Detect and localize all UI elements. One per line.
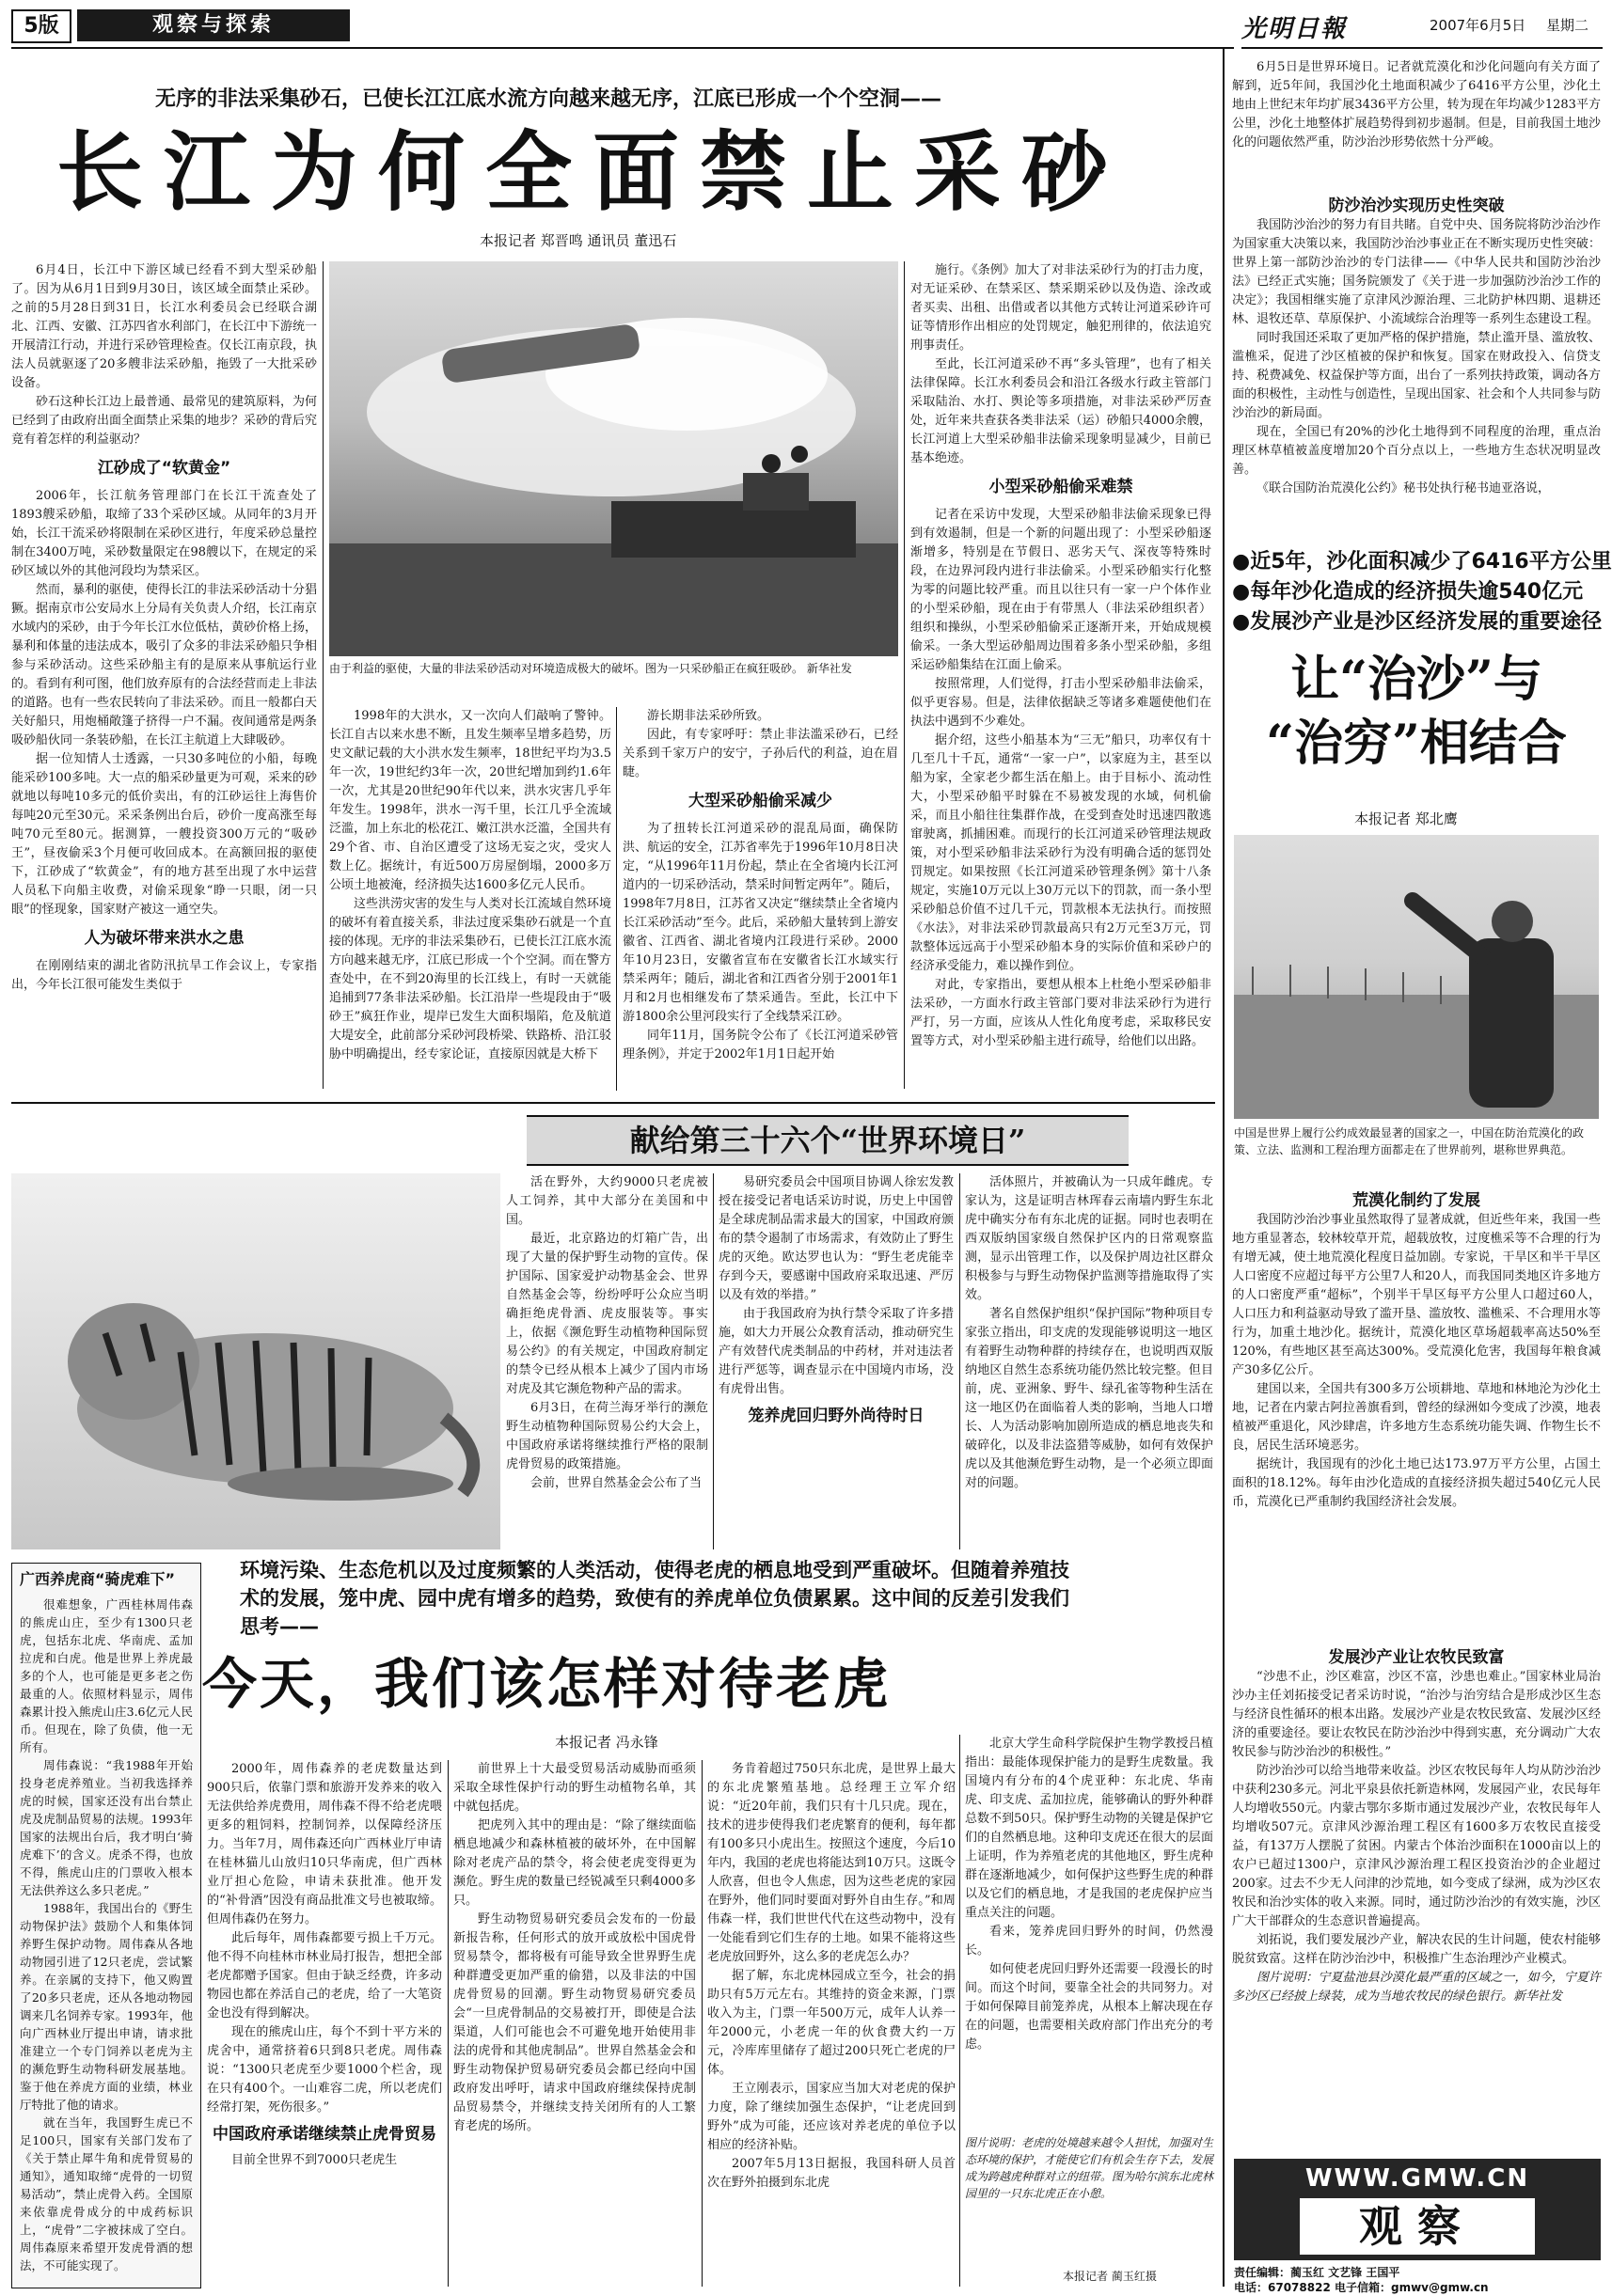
paragraph: 此后每年，周伟森都要亏损上千万元。他不得不向桂林市林业局打报告，想把全部老虎都赠予国家。但由于缺乏经费，许多动物园也都在养活自己的老虎，给了一大笔资金也没有得到解决。: [207, 1931, 442, 2021]
website-link[interactable]: WWW.GMW.CN: [1304, 2164, 1530, 2193]
article1-subheading-4: 小型采砂船偷采难禁: [988, 478, 1133, 496]
paragraph: 就在当年，我国野生虎已不足100只，国家有关部门发布了《关于禁止犀牛角和虎骨贸易的通知》，通知取缔“虎骨的一切贸易活动”，禁止虎骨入药。全国原来依靠虎骨成分的中成药标识上，“虎骨”二字被抹成了空白。周伟森原来希望开发虎骨酒的想法，不可能实现了。: [20, 2115, 193, 2272]
paragraph: 为了扭转长江河道采砂的混乱局面，确保防洪、航运的安全，江苏省率先于1996年10月8日决定，“从1996年11月份起，禁止在全省境内长江河道内的一切采砂活动，禁采时间暂定两年”。随后，1998年7月8日，江苏省又决定“继续禁止全省境内长江采砂活动”至今。此后，采砂船大量转到上游安徽省、江西省、湖北省境内江段进行采砂。2000年10月23日，安徽省宣布在安徽省长江水域实行禁采两年；随后，湖北省和江西省分别于2001年1月和2月也相继发布了禁采通告。至此，长江中下游1800余公里河段实行了全线禁采江砂。: [623, 822, 898, 1024]
paragraph: 因此，有专家呼吁：禁止非法滥采砂石，已经关系到千家万户的安宁，子孙后代的利益，迫在眉睫。: [623, 728, 898, 779]
paragraph: 砂石这种长江边上最普通、最常见的建筑原料，为何已经到了由政府出面全面禁止采集的地步？采砂的背后究竟有着怎样的利益驱动？: [11, 395, 318, 447]
page-number: 5版: [11, 9, 71, 43]
paragraph: 图片说明：宁夏盐池县沙漠化最严重的区域之一，如今，宁夏许多沙区已经披上绿装，成为当地农牧民的绿色银行。新华社发: [1232, 1971, 1601, 2004]
paragraph: 防沙治沙可以给当地带来收益。沙区农牧民每年人均从防沙治沙中获利230多元。河北平泉县依托新造林网，发展园产业，农民每年人均增收550元。内蒙古鄂尔多斯市通过发展沙产业，农牧民每年人均增收507元。京津风沙源治理工程区有1600多万农牧民直接受益，有137万人摆脱了贫困。内蒙古个体治沙面积在1000亩以上的农户已超过1300户，京津风沙源治理工程区投资治沙的企业超过200家。过去不少无人问津的沙荒地，如今变成了绿洲，成为沙区农牧民和治沙实体的收入来源。同时，通过防沙治沙的有效实施，沙区广大干部群众的生态意识普遍提高。: [1232, 1764, 1601, 1928]
header-rule-left: [11, 47, 1234, 49]
article1-column-2: [329, 707, 611, 1091]
paragraph: 记者在采访中发现，大型采砂船非法偷采现象已得到有效遏制，但是一个新的问题出现了：小型采砂船逐渐增多，特别是在节假日、恶劣天气、深夜等特殊时段，在边界河段内进行非法偷采。小型采砂船实行化整为零的问题比较严重。而且以往只有一家一户个体作业的小型采砂船，现在由于有带黑人（非法采砂组织者）组织和操纵，小型采砂船偷采正逐渐开来，开始成规模偷采。一条大型运砂船周边围着多条小型采砂船，多组采运砂船集结在江面上偷采。: [910, 508, 1211, 672]
paragraph: 建国以来，全国共有300多万公顷耕地、草地和林地沦为沙化土地，记者在内蒙古阿拉善旗看到，曾经的绿洲如今变成了沙漠，地表植被严重退化，风沙肆虐，许多地方生态系统功能失调、作物生长不良，居民生活环境恶劣。: [1232, 1382, 1601, 1453]
paragraph: 1998年的大洪水，又一次向人们敲响了警钟。长江自古以来水患不断，且发生频率呈增多趋势，历史文献记载的大小洪水发生频率，18世纪平均为3.5年一次，19世纪约3年一次，20世纪增加到约1.6年一次，尤其是20世纪90年代以来，洪水灾害几乎年年发生。1998年，洪水一泻千里，长江几乎全流域泛滥，加上东北的松花江、嫩江洪水泛滥，全国共有29个省、市、自治区遭受了这场无妄之灾，受灾人数上亿。据统计，有近500万房屋倒塌，2000多万公顷土地被淹，经济损失达1600多亿元人民币。: [329, 709, 611, 892]
paragraph: 至此，长江河道采砂不再“多头管理”，也有了相关法律保障。长江水利委员会和沿江各级水行政主管部门采取陆治、水打、舆论等多项措施，对非法采砂严厉查处，近年来共查获各类非法采（运）砂船只4000余艘，长江河道上大型采砂船非法偷采现象明显减少，目前已基本绝迹。: [910, 357, 1211, 465]
corner-section-title: [1300, 2198, 1535, 2255]
paragraph: 最近，北京路边的灯箱广告，出现了大量的保护野生动物的宣传。保护国际、国家爱护动物基金会、世界自然基金会等，纷纷呼吁公众应当明确拒绝虎骨酒、虎皮服装等。事实上，依据《濒危野生动植物种国际贸易公约》的有关规定，中国政府制定的禁令已经从根本上减少了国内市场对虎及其它濒危物种产品的需求。: [506, 1232, 708, 1396]
right-section-2: [1232, 1211, 1601, 1634]
paragraph: 看来，笼养虎回归野外的时间，仍然漫长。: [965, 1925, 1213, 1958]
article2-column-2: [207, 1760, 442, 2287]
tiger-illustration: [11, 1173, 500, 1549]
sidebar-title: 广西养虎商“骑虎难下”: [20, 1570, 176, 1588]
article2-column-3-bottom: [453, 1760, 696, 2287]
paragraph: 6月4日，长江中下游区域已经看不到大型采砂船了。因为从6月1日到9月30日，该区域全面禁止采砂。之前的5月28日到31日，长江水利委员会已经联合湖北、江西、安徽、江苏四省水利部门，在长江中下游统一开展清江行动，并进行采砂管理检查。仅长江南京段，执法人员就驱逐了20多艘非法采砂船，拖毁了一大批采砂设备。: [11, 263, 318, 390]
bullet-item: ●每年沙化造成的经济损失逾540亿元: [1232, 580, 1584, 604]
paragraph: 据统计，我国现有的沙化土地已达173.97万平方公里，占国土面积的18.12%。每年由沙化造成的直接经济损失超过540亿元人民币，荒漠化已严重制约我国经济社会发展。: [1232, 1457, 1601, 1509]
column-divider: [904, 261, 905, 1089]
article2-photo-credit: 本报记者 蔺玉红摄: [1063, 2270, 1157, 2283]
banner-rule: [11, 1102, 1215, 1104]
right-section-3: [1232, 1668, 1601, 2155]
page-contacts: 电话：67078822 电子信箱：gmwv@gmw.cn: [1234, 2281, 1489, 2294]
paragraph: 2000年，周伟森养的老虎数量达到900只后，依靠门票和旅游开发养来的收入无法供给养虎费用，周伟森不得不给老虎喂更多的粗饲料，控制饲养，以保障经济压力。当年7月，周伟森还向广西林业厅申请在桂林猫儿山放归10只华南虎，但广西林业厅担心危险，申请未获批准。他开发的“补骨酒”因没有商品批准文号也被取缔。但周伟森仍在努力。: [207, 1762, 442, 1926]
paragraph: 这些洪涝灾害的发生与人类对长江流域自然环境的破坏有着直接关系，非法过度采集砂石就是一个直接的体现。无序的非法采集砂石，已使长江江底水流方向越来越无序，江底已形成一个个空洞。而在警方查处中，在不到20海里的长江线上，有时一天就能追捕到77条非法采砂船。长江沿岸一些堤段由于“吸砂王”疯狂作业，堤岸已发生大面积塌陷，危及航道大堤安全，此前部分采砂河段桥梁、铁路桥、沿江驳胁中明确提出，经专家论证，直接原因就是大桥下: [329, 897, 611, 1062]
article2-column-4-top: [719, 1173, 954, 1549]
article2-photo-caption: [965, 2134, 1213, 2266]
column-divider: [713, 1173, 714, 1549]
paragraph: 1988年，我国出台的《野生动物保护法》鼓励个人和集体饲养野生保护动物。周伟森从各地动物园引进了12只老虎，尝试繁养。在亲属的支持下，他又购置了20多只老虎，还从各地动物园调来几名饲养专家。1993年，他向广西林业厅提出申请，请求批准建立一个专门饲养以老虎为主的濒危野生动物科研发展基地。鉴于他在养虎方面的业绩，林业厅特批了他的请求。: [20, 1901, 193, 2112]
paragraph: 在刚刚结束的湖北省防汛抗旱工作会议上，专家指出，今年长江很可能发生类似于: [11, 959, 317, 992]
article1-subheading-3: 大型采砂船偷采减少: [688, 792, 832, 810]
section-label: [77, 9, 350, 41]
column-divider: [448, 1760, 449, 2287]
paragraph: 很难想象，广西桂林周伟森的熊虎山庄，至少有1300只老虎，包括东北虎、华南虎、孟加拉虎和白虎。他是世界上养虎最多的个人，也可能是更多老之伤最重的人。依照材料显示，周伟森累计投入熊虎山庄3.6亿元人民币。但现在，除了负债，他一无所有。: [20, 1597, 193, 1754]
paragraph: 由于我国政府为执行禁令采取了许多措施，如大力开展公众教育活动，推动研究生产有效替代虎类制品的中药材，并对违法者进行严惩等，调查显示在中国境内市场，没有虎骨出售。: [719, 1307, 954, 1396]
paragraph: 2007年5月13日据报，我国科研人员首次在野外拍摄到东北虎: [707, 2157, 956, 2190]
paragraph: 如何使老虎回归野外还需要一段漫长的时间。而这个时间，要靠全社会的共同努力。对于如何保障目前笼养虎，从根本上解决现在存在的问题，也需要相关政府部门作出充分的考虑。: [965, 1962, 1213, 2052]
paragraph: 6月5日是世界环境日。记者就荒漠化和沙化问题向有关方面了解到，近5年间，我国沙化土地面积减少了6416平方公里，沙化土地由上世纪末年均扩展3436平方公里，转为现在年均减少1283平方公里，沙化土地整体扩展趋势得到初步遏制。但是，目前我国土地沙化的问题依然严重，防沙治沙形势依然十分严峻。: [1232, 60, 1601, 149]
column-divider: [323, 261, 324, 1089]
paragraph: 前世界上十大最受贸易活动威胁而亟须采取全球性保护行动的野生动植物名单，其中就包括虎。: [453, 1762, 696, 1814]
paragraph: 易研究委员会中国项目协调人徐宏发教授在接受记者电话采访时说，历史上中国曾是全球虎制品需求最大的国家，中国政府颁布的禁令遏制了市场需求，有效防止了野生虎的灭绝。欧达罗也认为：“野生老虎能幸存到今天，要感谢中国政府采取迅速、严厉以及有效的举措。”: [719, 1175, 954, 1302]
paragraph: 我国防沙治沙的努力有目共睹。自党中央、国务院将防沙治沙作为国家重大决策以来，我国防沙治沙事业正在不断实现历史性突破：世界上第一部防沙治沙的专门法律——《中华人民共和国防沙治沙法》已经正式实施；国务院颁发了《关于进一步加强防沙治沙工作的决定》；我国相继实施了京津风沙源治理、三北防护林四期、退耕还林、退牧还草、草原保护、小流域综合治理等一系列生态建设工程。: [1232, 218, 1601, 326]
bullet-item: ●发展沙产业是沙区经济发展的重要途径: [1232, 610, 1603, 634]
paragraph: 务肯着超过750只东北虎，是世界上最大的东北虎繁殖基地。总经理王立军介绍说：“近20年前，我们只有十几只虎。现在，技术的进步使得我们老虎繁育的便利，每年都有100多只小虎出生。按照这个速度，今后10年内，我国的老虎也将能达到10万只。这既令人欣喜，但也令人焦虑，因为这些老虎的家园在野外，他们同时要面对野外自由生存。”和周伟森一样，我们世世代代在这些动物中，没有一处能看到它们生存的土地。如果不能将这些老虎放回野外，这么多的老虎怎么办？: [707, 1762, 956, 1964]
right-byline: 本报记者 郑北鹰: [1354, 810, 1458, 827]
paragraph: 活体照片，并被确认为一只成年雌虎。专家认为，这是证明吉林珲春云南墙内野生东北虎中确实分布有东北虎的证据。同时也表明在西双版纳国家级自然保护区内的日常观察监测，显示出管理工作，以及保护周边社区群众积极参与与野生动物保护监测等措施取得了实效。: [965, 1175, 1213, 1302]
article2-column-5-bottom: [965, 1735, 1213, 2130]
article2-subheading-government: 中国政府承诺继续禁止虎骨贸易: [213, 2125, 436, 2144]
corner-block: [1234, 2159, 1601, 2260]
paragraph: 现在，全国已有20%的沙化土地得到不同程度的治理，重点治理区林草植被盖度增加20个百分点以上，一些地方生态状况明显改善。: [1232, 425, 1601, 477]
article2-column-3-top: [506, 1173, 708, 1549]
section-label-text: 观察与探索: [151, 13, 275, 37]
paragraph: 然而，暴利的驱使，使得长江的非法采砂活动十分猖獗。据南京市公安局水上分局有关负责人介绍，长江南京水域内的采砂，由于今年长江水位低枯，黄砂价格上扬，暴利和体量的违法成本，吸引了众多的非法采砂船只争相参与采砂活动。这些采砂船主有的是原来从事航运行业的。看到有利可图，他们放弃原有的合法经营而走上非法的道路。也有一些农民转向了非法采砂。而且一般都白天关好船只，用炮桶敞篷子挤得一户不漏。夜间通常是两条吸砂船伙同一条装砂船，在长江主航道上大肆吸砂。: [11, 583, 318, 747]
article2-column-4-bottom: [707, 1760, 956, 2287]
paragraph: 野生动物贸易研究委员会发布的一份最新报告称，任何形式的放开或放松中国虎骨贸易禁令，都将极有可能导致全世界野生虎种群遭受更加严重的偷猎，以及非法的中国虎骨贸易的回潮。野生动物贸易研究委员会“一旦虎骨制品的交易被打开，即使是合法渠道，人们可能也会不可避免地开始使用非法的虎骨和其他虎制品”。世界自然基金会和野生动物保护贸易研究委员会都已经向中国政府发出呼吁，请求中国政府继续保持虎制品贸易禁令，并继续支持关闭所有的人工繁育老虎的场所。: [453, 1912, 696, 2133]
paragraph: 据介绍，这些小船基本为“三无”船只，功率仅有十几至几十千瓦，通常“一家一户”，以家庭为主，甚至以船为家，全家老少都生活在船上。由于目标小、流动性大，小型采砂船平时躲在不易被发现的水域，伺机偷采，而且小船往往集群作战，在受到查处时迅速四散逃窜驶离，抓捕困难。而现行的长江河道采砂管理法规政策，对小型采砂船非法采砂行为没有明确合适的惩罚处罚规定。如果按照《长江河道采砂管理条例》第十八条规定，实施10万元以上30万元以下的罚款，而一条小型采砂船总价值不过几千元，罚款根本无法执行。而按照《水法》，对非法采砂罚款最高只有2万元至3万元，罚款整体远远高于小型采砂船本身的实际价值和采砂户的经济承受能力，难以操作到位。: [910, 733, 1211, 973]
paragraph: 把虎列入其中的理由是：“除了继续面临栖息地减少和森林植被的破坏外，在中国解除对老虎产品的禁令，将会使老虎变得更为濒危。野生虎的数量已经锐减至只剩4000多只。: [453, 1818, 696, 1908]
article1-subheading-1: 江砂成了“软黄金”: [97, 459, 231, 478]
paragraph: 北京大学生命科学院保护生物学教授吕植指出：最能体现保护能力的是野生虎数量。我国境内有分布的4个虎亚种：东北虎、华南虎、印支虎、孟加拉虎，能够确认的野外种群总数不到50只。保护野生动物的关键是保护它们的自然栖息地。这种印支虎还在很大的层面上证明，作为养殖老虎的其他地区，野生虎种群在逐渐地减少，如何保护这些野生虎的种群以及它们的栖息地，才是我国的老虎保护应当重点关注的问题。: [965, 1737, 1213, 1920]
column-divider: [959, 1173, 960, 1549]
column-divider: [702, 1760, 703, 2287]
paragraph: 刘拓说，我们要发展沙产业，解决农民的生计问题，使农村能够脱贫致富。这样在防沙治沙中，积极推广生态治理沙产业模式。: [1232, 1933, 1601, 1966]
paragraph: 目前全世界不到7000只老虎生: [231, 2153, 398, 2167]
right-subheading-3: 发展沙产业让农牧民致富: [1328, 1648, 1505, 1667]
right-photo-caption: 中国是世界上履行公约成效最显著的国家之一，中国在防治荒漠化的政策、立法、监测和工程治理方面都走在了世界前列，堪称世界典范。: [1234, 1126, 1585, 1156]
paragraph: 王立刚表示，国家应当加大对老虎的保护力度，除了继续加强生态保护，“让老虎回到野外”成为可能，还应该对养老虎的单位予以相应的经济补贴。: [707, 2082, 956, 2152]
right-column-separator: [1223, 49, 1225, 2287]
photo-desert-man: [1234, 835, 1599, 1119]
paragraph: “沙患不止，沙区难富，沙区不富，沙患也难止。”国家林业局治沙办主任刘拓接受记者采访时说，“治沙与治穷结合是形成沙区生态与经济良性循环的根本出路。发展沙产业是农牧民致富、发展沙区经济的重要途径。要让农牧民在防沙治沙中得到实惠，充分调动广大农牧民参与防沙治沙的积极性。”: [1232, 1670, 1601, 1759]
paragraph: 施行。《条例》加大了对非法采砂行为的打击力度，对无证采砂、在禁采区、禁采期采砂以及伪造、涂改或者买卖、出租、出借或者以其他方式转让河道采砂许可证等情形作出相应的处罚规定，触犯刑律的，依法追究刑事责任。: [910, 263, 1211, 353]
paragraph: 据了解，东北虎林园成立至今，社会的捐助只有5万元左右。其维持的资金来源，门票收入为主，门票一年500万元，成年人认养一年2000元，小老虎一年的伙食费大约一万元，冷库库里储存了超过200只死亡老虎的尸体。: [707, 1969, 956, 2077]
article1-subheading-2: 人为破坏带来洪水之患: [84, 929, 245, 948]
article2-column-5: [965, 1173, 1213, 1728]
right-section-1: [1232, 216, 1601, 543]
article2-subheading-release: 笼养虎回归野外尚待时日: [748, 1407, 925, 1425]
paragraph: 周伟森说：“我1988年开始投身老虎养殖业。当初我选择养虎的时候，国家还没有出台禁止虎及虎制品贸易的法规。1993年国家的法规出台后，我才明白‘骑虎难下’的含义。虎杀不得，也放不得，熊虎山庄的门票收入根本无法供养这么多只老虎。”: [20, 1758, 193, 1897]
dredging-illustration: [329, 261, 898, 656]
desert-illustration: [1234, 835, 1599, 1119]
right-bullets: [1232, 547, 1612, 637]
paragraph: 游长期非法采砂所致。: [647, 709, 770, 723]
paragraph: 6月3日，在荷兰海牙举行的濒危野生动植物种国际贸易公约大会上，中国政府承诺将继续推行严格的限制虎骨贸易的政策措施。: [506, 1401, 708, 1471]
issue-date: 2007年6月5日: [1430, 17, 1526, 34]
paragraph: 活在野外，大约9000只老虎被人工饲养，其中大部分在美国和中国。: [506, 1175, 708, 1227]
page-editors: 责任编辑：蔺玉红 文艺锋 王国平: [1234, 2266, 1400, 2279]
article1-title: 长江为何全面禁止采砂: [56, 121, 1130, 223]
article1-column-4: [910, 261, 1211, 1089]
paragraph: 现在的熊虎山庄，每个不到十平方米的虎舍中，通常挤着6只到8只老虎。周伟森说：“1300只老虎至少要1000个栏舍，现在只有400个。一山难容二虎，所以老虎们经常打架，死伤很多。”: [207, 2025, 442, 2115]
paragraph: 著名自然保护组织“保护国际”物种项目专家张立指出，印支虎的发现能够说明这一地区有着野生动物种群的持续存在，也说明西双版纳地区自然生态系统功能仍然比较完整。但目前，虎、亚洲象、野牛、绿孔雀等物种生活在这一地区仍在面临着人类的影响，当地人口增长、人为活动影响加剧所造成的栖息地丧失和破碎化，以及非法盗猎等威胁，如何有效保护虎以及其他濒危野生动物，是一个必须立即面对的问题。: [965, 1307, 1213, 1490]
paragraph: 按照常理，人们觉得，打击小型采砂船非法偷采，似乎更容易。但是，法律依据缺乏等诸多难题使他们在执法中遇到不少难处。: [910, 677, 1211, 729]
header-rule-right: [1241, 47, 1603, 49]
article1-kicker: 无序的非法采集砂石，已使长江江底水流方向越来越无序，江底已形成一个个空洞——: [155, 87, 942, 111]
paragraph: 据一位知情人士透露，一只30多吨位的小船，每晚能采砂100多吨。大一点的船采砂量更为可观，采来的砂就地以每吨10多元的低价卖出，有的江砂运往上海售价每吨20元至30元。采采条例出台后，砂价一度高涨至每吨70元至80元。据测算，一艘投资300万元的“吸砂王”，昼夜偷采3个月便可收回成本。在高额回报的驱使下，江砂成了“软黄金”，有的地方甚至出现了水中运营人员私下向船主收费，对偷采现象“睁一只眼，闭一只眼”的怪现象，国家财产被这一通空失。: [11, 752, 317, 917]
photo-sand-dredging: [329, 261, 898, 656]
right-intro: [1232, 58, 1601, 190]
column-divider: [616, 707, 617, 1091]
right-subheading-1: 防沙治沙实现历史性突破: [1328, 197, 1505, 215]
article1-byline: 本报记者 郑晋鸣 通讯员 董迅石: [480, 232, 677, 249]
environment-day-banner-text: 献给第三十六个“世界环境日”: [629, 1123, 1026, 1158]
article1-photo-caption: 由于利益的驱使，大量的非法采砂活动对环境造成极大的破坏。图为一只采砂船正在疯狂吸砂。 新华社发: [329, 662, 852, 675]
photo-siberian-tiger: [11, 1173, 500, 1549]
article2-title: 今天，我们该怎样对待老虎: [202, 1652, 892, 1716]
corner-section-title-text: 观察: [1359, 2201, 1476, 2252]
paragraph: 我国防沙治沙事业虽然取得了显著成就，但近些年来，我国一些地方重显著态，较林较草开荒，超载放牧，过度樵采等不合理的行为有增无减，使土地荒漠化程度日益加剧。专家说，干旱区和半干旱区人口密度不应超过每平方公里7人和20人，而我国同类地区许多地方的人口密度严重“超标”，个别半干旱区每平方公里人口超过60人，人口压力和利益驱动导致了滥开垦、滥放牧、滥樵采、不合理用水等行为，加重土地沙化。据统计，荒漠化地区草场超载率高达50%至120%，有些地区甚至高达300%。受荒漠化危害，我国每年粮食减产30多亿公斤。: [1232, 1213, 1601, 1377]
right-title-line-1: 让“治沙”与: [1290, 651, 1542, 708]
article2-kicker: 环境污染、生态危机以及过度频繁的人类活动，使得老虎的栖息地受到严重破坏。但随着养殖技术的发展，笼中虎、园中虎有增多的趋势，致使有的养虎单位负债累累。这中间的反差引发我们思考——: [240, 1559, 1069, 1638]
column-divider: [959, 1735, 960, 2287]
right-subheading-2: 荒漠化制约了发展: [1352, 1191, 1480, 1210]
environment-day-banner: [527, 1115, 1129, 1166]
caption-text: 图片说明：老虎的处境越来越令人担忧，加强对生态环境的保护，才能使它们有机会生存下去，发展成为跨越虎种群对立的纽带。图为哈尔滨东北虎林园里的一只东北虎正在小憩。: [965, 2136, 1214, 2200]
article1-column-1: [11, 261, 317, 1258]
paragraph: 同时我国还采取了更加严格的保护措施，禁止滥开垦、滥放牧、滥樵采，促进了沙区植被的保护和恢复。国家在财政投入、信贷支持、税费减免、权益保护等方面，出台了一系列扶持政策，调动各方面的积极性，主动性与创造性，呈现出国家、社会和个人共同参与防沙治沙的新局面。: [1232, 331, 1601, 420]
right-title-line-2: “治穷”相结合: [1266, 715, 1567, 772]
paragraph: 2006年，长江航务管理部门在长江干流查处了1893艘采砂船，取缔了33个采砂区域。从同年的3月开始，长江干流采砂将限制在采砂区进行，年度采砂总量控制在3400万吨，采砂数量限定在98艘以下，在规定的采砂区域以外的其他河段均为禁采区。: [11, 489, 318, 578]
paragraph: 会前，世界自然基金会公布了当: [530, 1476, 703, 1490]
paper-name: 光明日報: [1241, 15, 1348, 43]
sidebar-guangxi: [11, 1563, 201, 2288]
article1-column-3: [623, 707, 898, 1091]
sidebar-body: [12, 1596, 200, 2272]
article2-byline: 本报记者 冯永锋: [555, 1734, 658, 1751]
bullet-item: ●近5年，沙化面积减少了6416平方公里: [1232, 550, 1612, 574]
paragraph: 对此，专家指出，要想从根本上杜绝小型采砂船非法采砂，一方面水行政主管部门要对非法采砂行为进行严打，另一方面，应该从人性化角度考虑，采取移民安置等方式，对小型采砂船主进行疏导，给他们以出路。: [910, 978, 1211, 1048]
paragraph: 《联合国防治荒漠化公约》秘书处执行秘书迪亚洛说，: [1256, 481, 1551, 495]
issue-weekday: 星期二: [1546, 17, 1589, 34]
paragraph: 同年11月，国务院令公布了《长江河道采砂管理条例》，并定于2002年1月1日起开始: [623, 1029, 898, 1062]
